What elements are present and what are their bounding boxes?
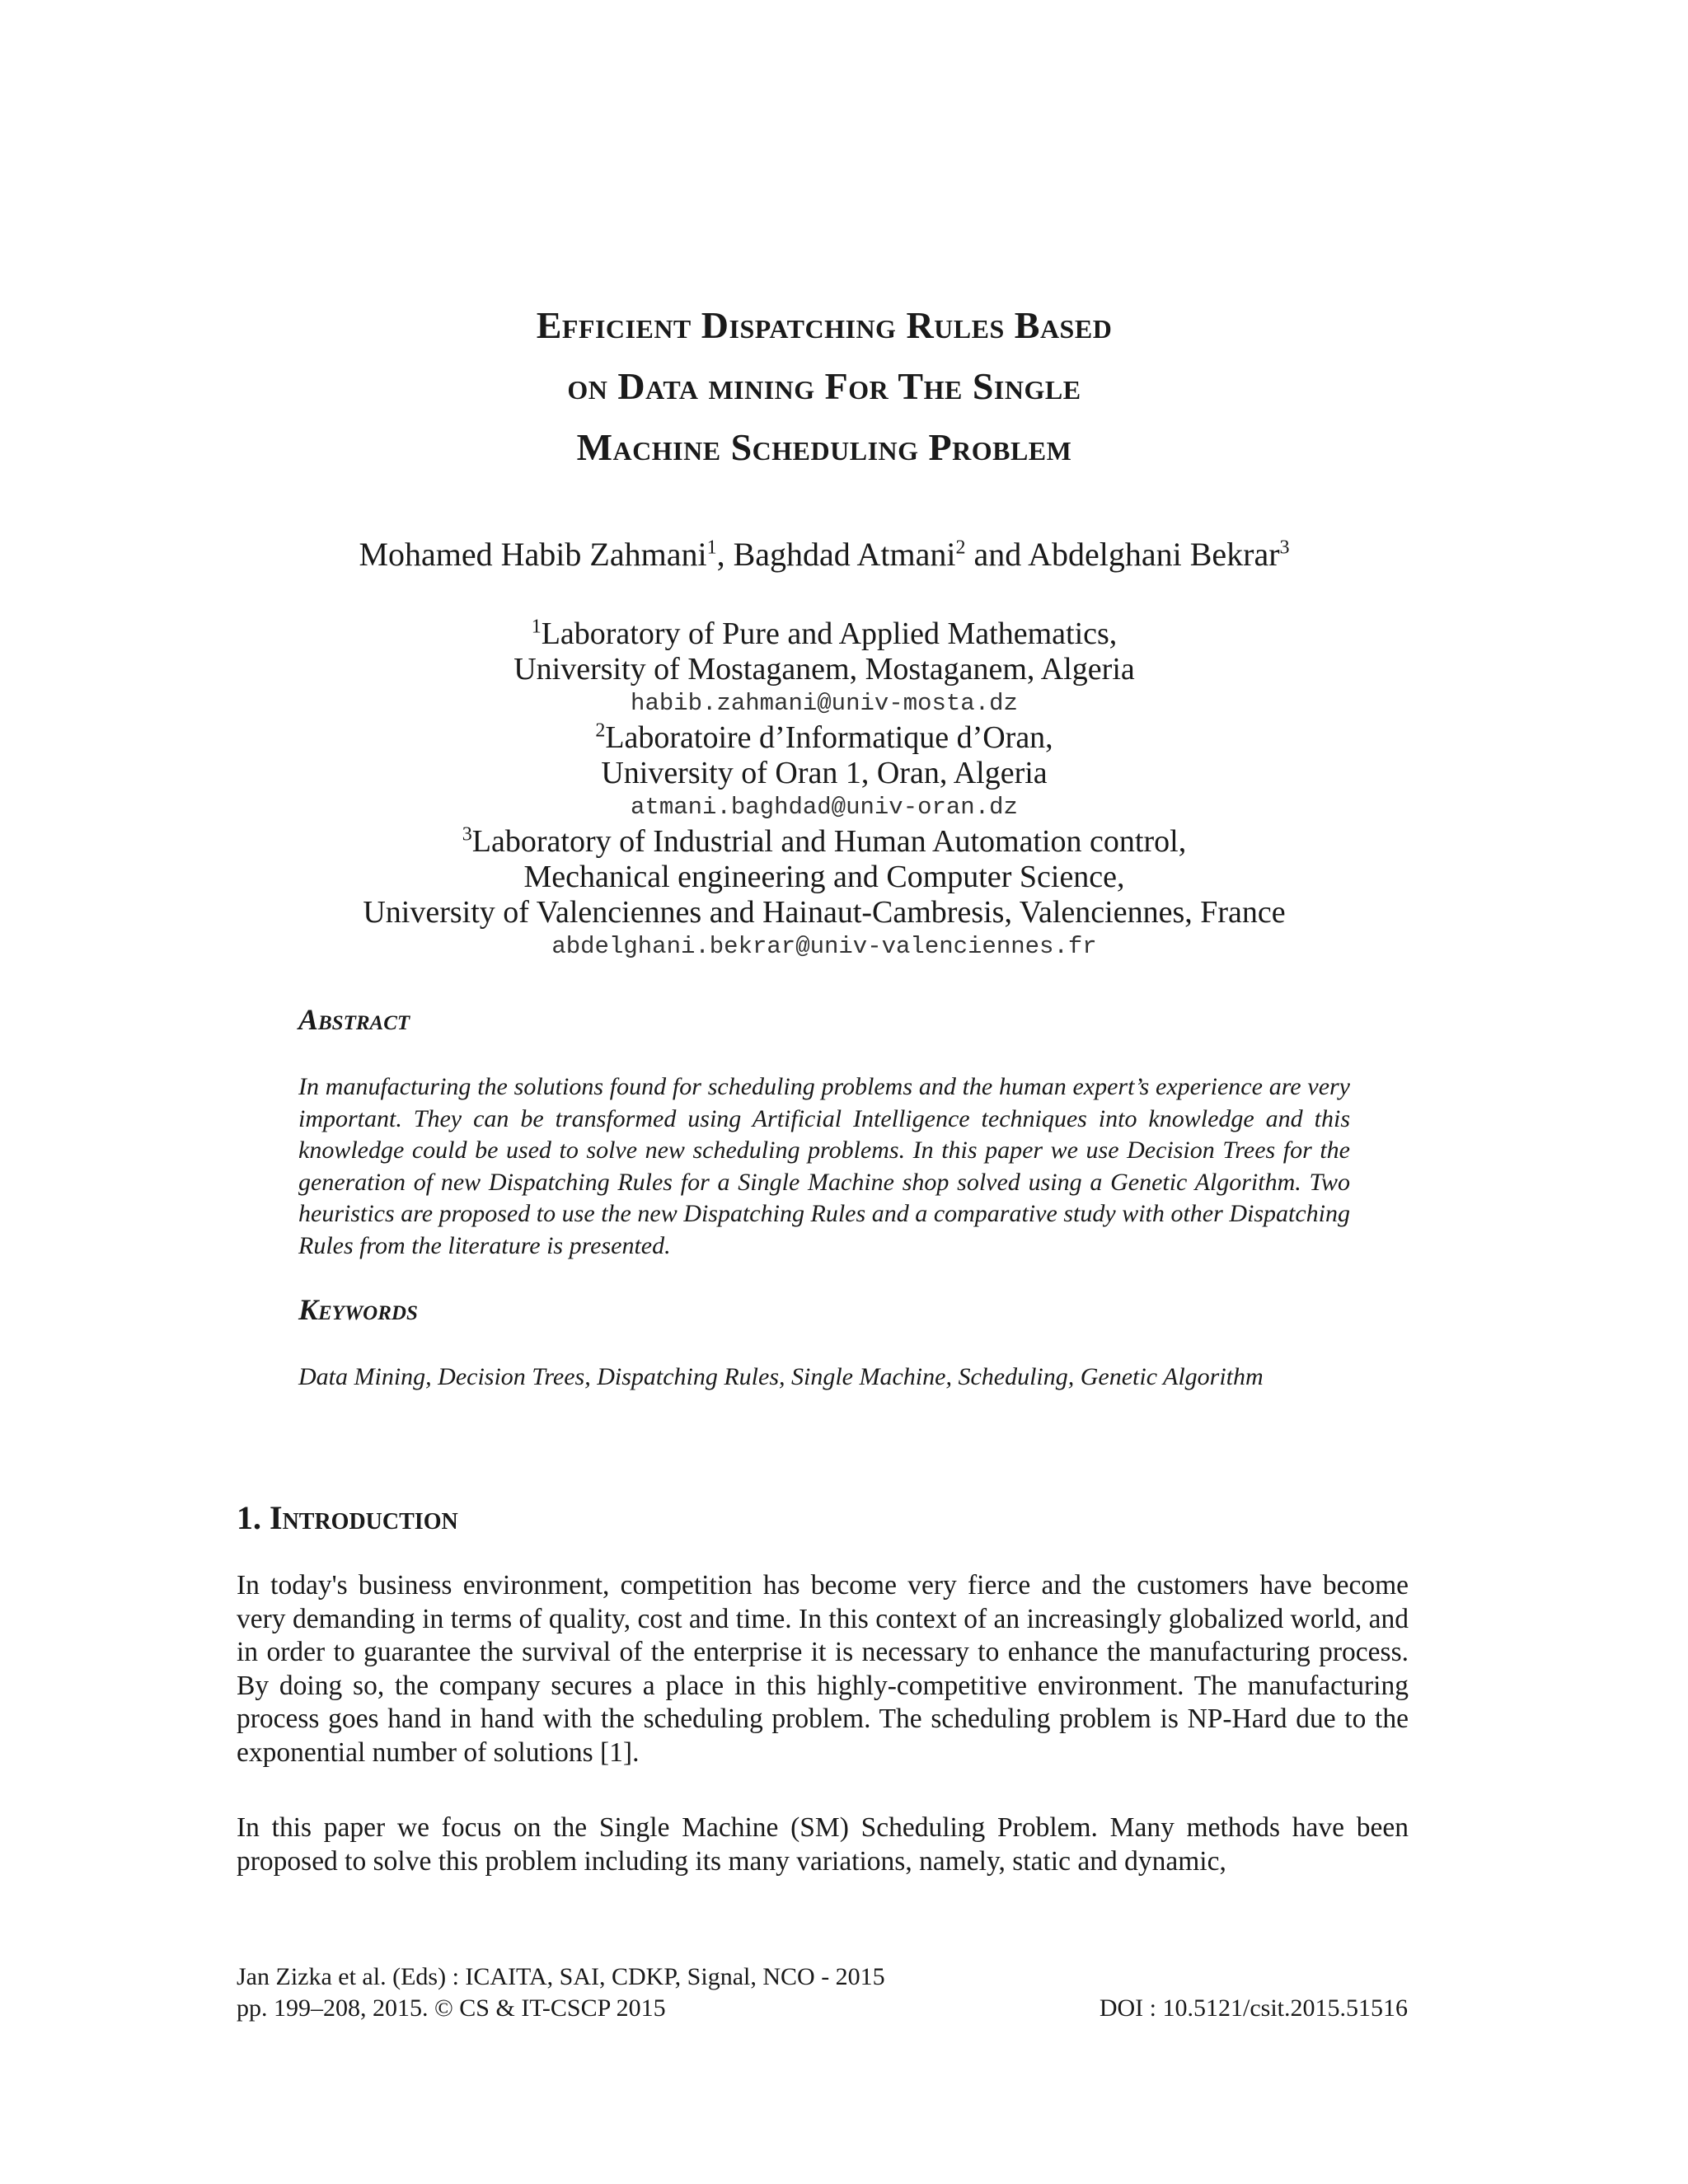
affiliations [247, 616, 1401, 963]
author-name: Mohamed Habib Zahmani [359, 536, 707, 573]
email-link[interactable]: atmani.baghdad@univ-oran.dz [631, 794, 1018, 821]
body-paragraph: In this paper we focus on the Single Machine (SM) Scheduling Problem. Many methods have been proposed to solve this problem including its many variations, namely, static and dynamic, [237, 1812, 1409, 1877]
affiliation-line [247, 720, 1401, 756]
title-line: Machine Scheduling Problem [576, 426, 1072, 468]
abstract-heading: Abstract [298, 1003, 410, 1036]
author-superscript: 3 [1279, 537, 1290, 559]
author-separator: , [716, 536, 734, 573]
keywords-text: Data Mining, Decision Trees, Dispatching Rules, Single Machine, Scheduling, Genetic Algorithm [298, 1363, 1264, 1390]
affiliation-line: Mechanical engineering and Computer Science, [523, 860, 1125, 894]
footer-doi[interactable]: DOI : 10.5121/csit.2015.51516 [1099, 1994, 1408, 2022]
author-superscript: 2 [955, 537, 966, 559]
footer-citation [237, 1961, 885, 2024]
affiliation-line: University of Valenciennes and Hainaut-Cambresis, Valenciennes, France [363, 895, 1286, 930]
affiliation-line: University of Oran 1, Oran, Algeria [601, 756, 1048, 790]
author-name: Abdelghani Bekrar [1028, 536, 1280, 573]
keywords-heading: Keywords [298, 1293, 418, 1326]
affiliation-text: Laboratory of Industrial and Human Automation control, [471, 824, 1187, 859]
paper-title [247, 295, 1401, 478]
body-paragraph: In today's business environment, competition has become very fierce and the customers have become very demanding in terms of quality, cost and time. In this context of an increasingly globalized world, and in order to guarantee the survival of the enterprise it is necessary to enhance the manufacturing process. By doing so, the company secures a place in this highly-competitive environment. The manufacturing process goes hand in hand with the scheduling problem. The scheduling problem is NP-Hard due to the exponential number of solutions [1]. [237, 1570, 1409, 1768]
author-name: Baghdad Atmani [733, 536, 956, 573]
title-line: Efficient Dispatching Rules Based [536, 304, 1113, 346]
author-separator: and [965, 536, 1029, 573]
affiliation-text: Laboratoire d’Informatique d’Oran, [605, 720, 1053, 755]
affiliation-superscript: 1 [531, 616, 542, 638]
footer-line: pp. 199–208, 2015. © CS & IT-CSCP 2015 [237, 1994, 666, 2022]
section-heading: 1. Introduction [237, 1499, 458, 1536]
affiliation-line: University of Mostaganem, Mostaganem, Algeria [513, 652, 1135, 687]
author-list [247, 534, 1401, 575]
affiliation-superscript: 2 [595, 719, 606, 742]
email-link[interactable]: habib.zahmani@univ-mosta.dz [631, 690, 1018, 717]
affiliation-text: Laboratory of Pure and Applied Mathematics, [541, 616, 1118, 651]
affiliation-line [247, 824, 1401, 860]
title-line: on Data mining For The Single [567, 365, 1081, 407]
author-superscript: 1 [706, 537, 717, 559]
footer-line: Jan Zizka et al. (Eds) : ICAITA, SAI, CDKP, Signal, NCO - 2015 [237, 1963, 885, 1990]
email-link[interactable]: abdelghani.bekrar@univ-valenciennes.fr [551, 933, 1097, 960]
abstract-text: In manufacturing the solutions found for scheduling problems and the human expert’s experience are very important. They can be transformed using Artificial Intelligence techniques into knowledge and this knowledge could be used to solve new scheduling problems. In this paper we use Decision Trees for the generation of new Dispatching Rules for a Single Machine shop solved using a Genetic Algorithm. Two heuristics are proposed to use the new Dispatching Rules and a comparative study with other Dispatching Rules from the literature is presented. [298, 1073, 1350, 1259]
affiliation-line [247, 616, 1401, 652]
affiliation-superscript: 3 [462, 823, 472, 846]
